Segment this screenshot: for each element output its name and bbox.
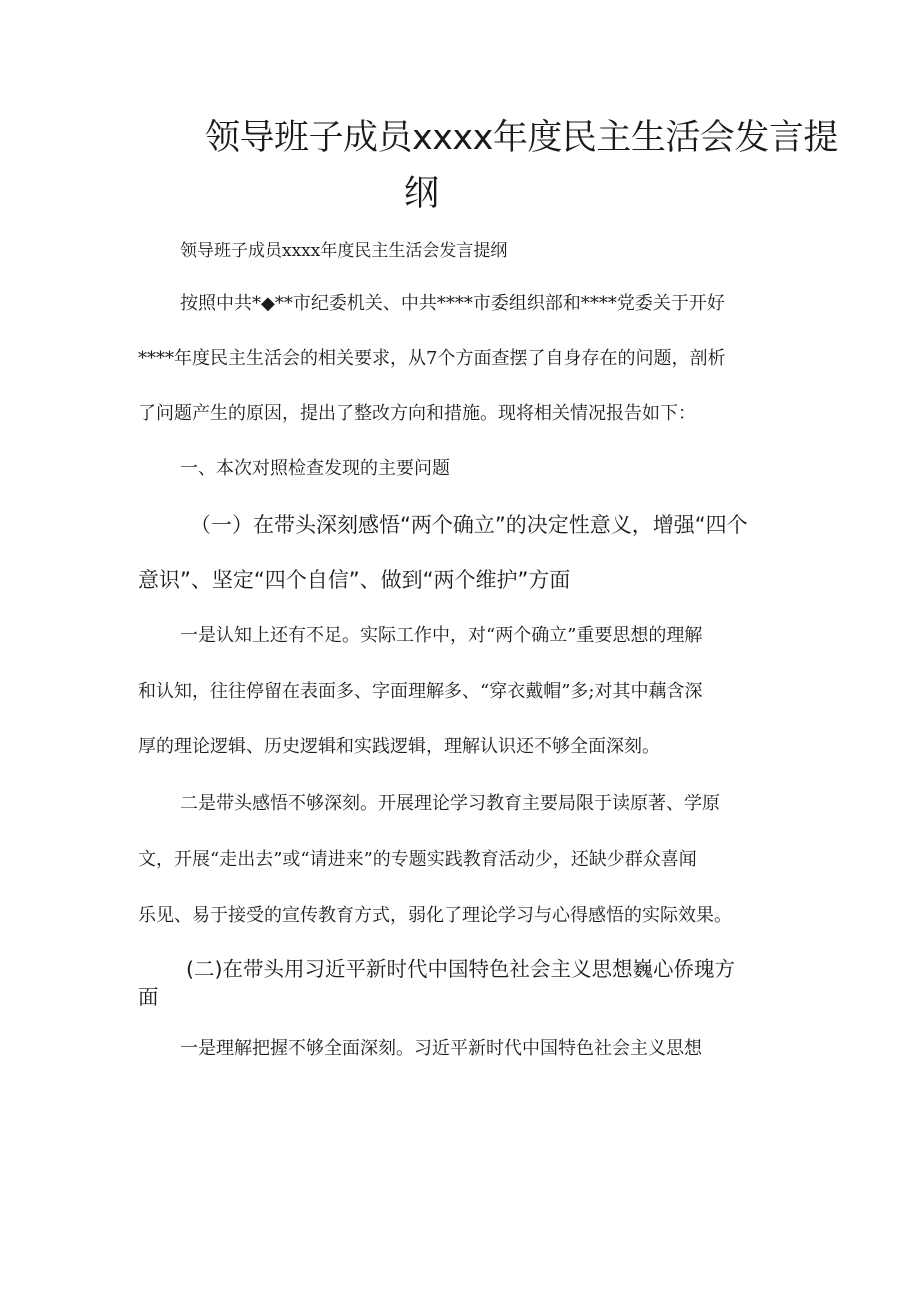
section1-heading: 一、本次对照检查发现的主要问题 xyxy=(180,458,450,479)
para2-line-2: 文，开展“走出去”或“请进来”的专题实践教育活动少，还缺少群众喜闻 xyxy=(138,849,697,870)
sub2-heading-line-1: (二)在带头用习近平新时代中国特色社会主义思想巍心侨瑰方 xyxy=(186,957,735,981)
sub2-heading-line-2: 面 xyxy=(138,985,159,1009)
para1-line-3: 厚的理论逻辑、历史逻辑和实践逻辑，理解认识还不够全面深刻。 xyxy=(138,736,660,757)
para1-line-2: 和认知，往往停留在表面多、字面理解多、“穿衣戴帽”多;对其中藕含深 xyxy=(138,681,703,702)
para2-line-1: 二是带头感悟不够深刻。开展理论学习教育主要局限于读原著、学原 xyxy=(180,793,720,814)
document-title-line1: 领导班子成员xxxx年度民主生活会发言提 xyxy=(205,118,838,158)
para3-line-1: 一是理解把握不够全面深刻。习近平新时代中国特色社会主义思想 xyxy=(180,1038,702,1059)
sub1-heading-line-1: （一）在带头深刻感悟“两个确立”的决定性意义，增强“四个 xyxy=(190,513,748,537)
intro-line-2: ****年度民主生活会的相关要求，从7个方面查摆了自身存在的问题，剖析 xyxy=(138,348,726,369)
intro-line-1: 按照中共*◆**市纪委机关、中共****市委组织部和****党委关于开好 xyxy=(180,293,725,314)
para1-line-1: 一是认知上还有不足。实际工作中，对“两个确立”重要思想的理解 xyxy=(180,625,703,646)
sub1-heading-line-2: 意识”、坚定“四个自信”、做到“两个维护”方面 xyxy=(138,568,571,592)
intro-line-3: 了问题产生的原因，提出了整改方向和措施。现将相关情况报告如下： xyxy=(138,403,696,424)
document-title-line2: 纲 xyxy=(404,174,439,214)
document-subtitle: 领导班子成员xxxx年度民主生活会发言提纲 xyxy=(180,241,508,261)
para2-line-3: 乐见、易于接受的宣传教育方式，弱化了理论学习与心得感悟的实际效果。 xyxy=(138,905,732,926)
